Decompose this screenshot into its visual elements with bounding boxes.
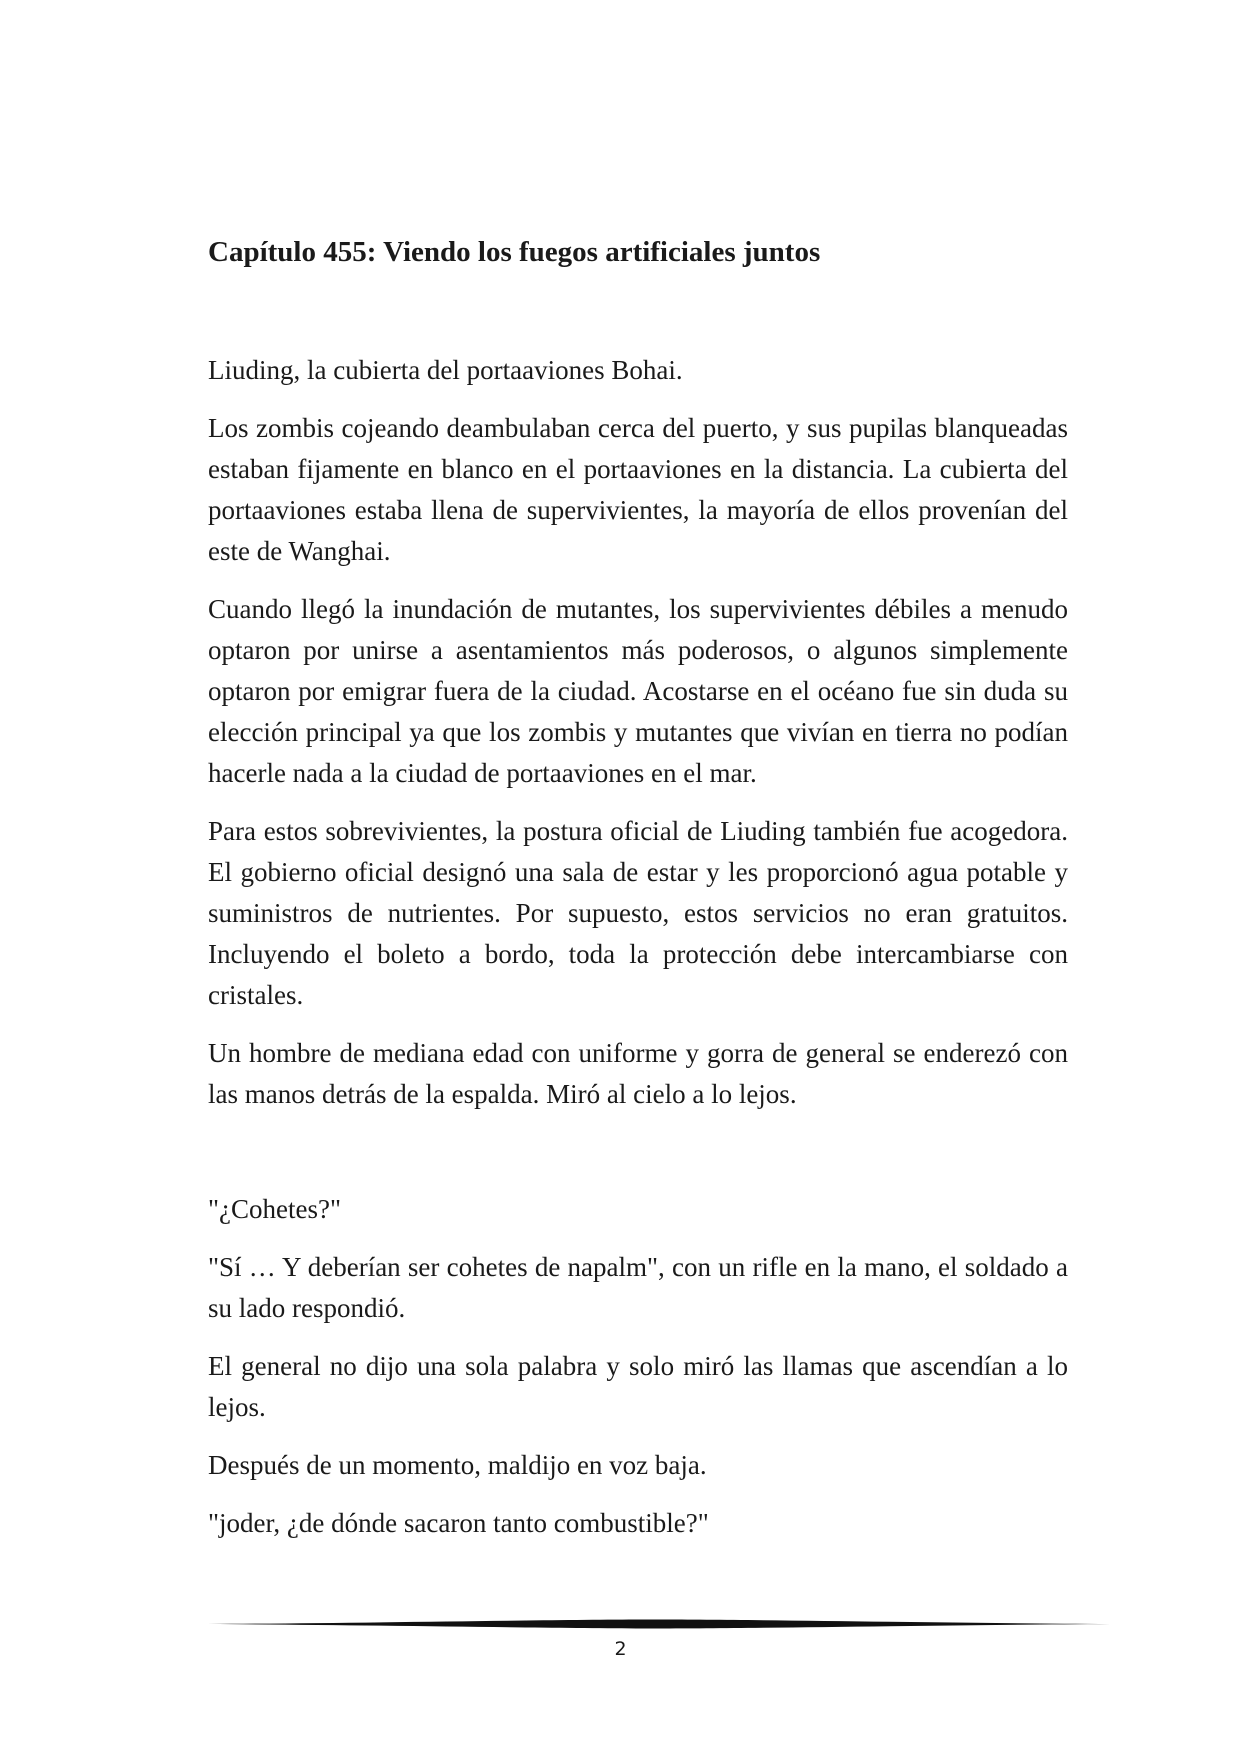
paragraph: Cuando llegó la inundación de mutantes, los supervivientes débiles a menudo optaron por unirse a asentamientos más poderosos, o algunos simplemente optaron por emigrar fuera de la ciudad. Acostarse en el océano fue sin duda su elección principal ya que los zombis y mutantes que vivían en tierra no podían hacerle nada a la ciudad de portaaviones en el mar. — [208, 594, 1068, 788]
paragraph: Después de un momento, maldijo en voz baja. — [208, 1450, 707, 1480]
footer-divider — [208, 1617, 1110, 1631]
chapter-title: Capítulo 455: Viendo los fuegos artificiales juntos — [208, 236, 821, 268]
dialogue-line: "joder, ¿de dónde sacaron tanto combustible?" — [208, 1508, 709, 1538]
paragraph: Para estos sobrevivientes, la postura oficial de Liuding también fue acogedora. El gobierno oficial designó una sala de estar y les proporcionó agua potable y suministros de nutrientes. Por supuesto, estos servicios no eran gratuitos. Incluyendo el boleto a bordo, toda la protección debe intercambiarse con cristales. — [208, 816, 1068, 1010]
dialogue-line: "¿Cohetes?" — [208, 1194, 341, 1224]
paragraph: Los zombis cojeando deambulaban cerca del puerto, y sus pupilas blanqueadas estaban fijamente en blanco en el portaaviones en la distancia. La cubierta del portaaviones estaba llena de supervivientes, la mayoría de ellos provenían del este de Wanghai. — [208, 413, 1068, 566]
paragraph: El general no dijo una sola palabra y solo miró las llamas que ascendían a lo lejos. — [208, 1351, 1068, 1422]
paragraph: Liuding, la cubierta del portaaviones Bohai. — [208, 355, 683, 385]
paragraph: Un hombre de mediana edad con uniforme y gorra de general se enderezó con las manos detrás de la espalda. Miró al cielo a lo lejos. — [208, 1038, 1068, 1109]
body-text — [208, 350, 1068, 1561]
dialogue-line: "Sí … Y deberían ser cohetes de napalm", con un rifle en la mano, el soldado a su lado respondió. — [208, 1252, 1068, 1323]
page-number: 2 — [614, 1638, 627, 1660]
